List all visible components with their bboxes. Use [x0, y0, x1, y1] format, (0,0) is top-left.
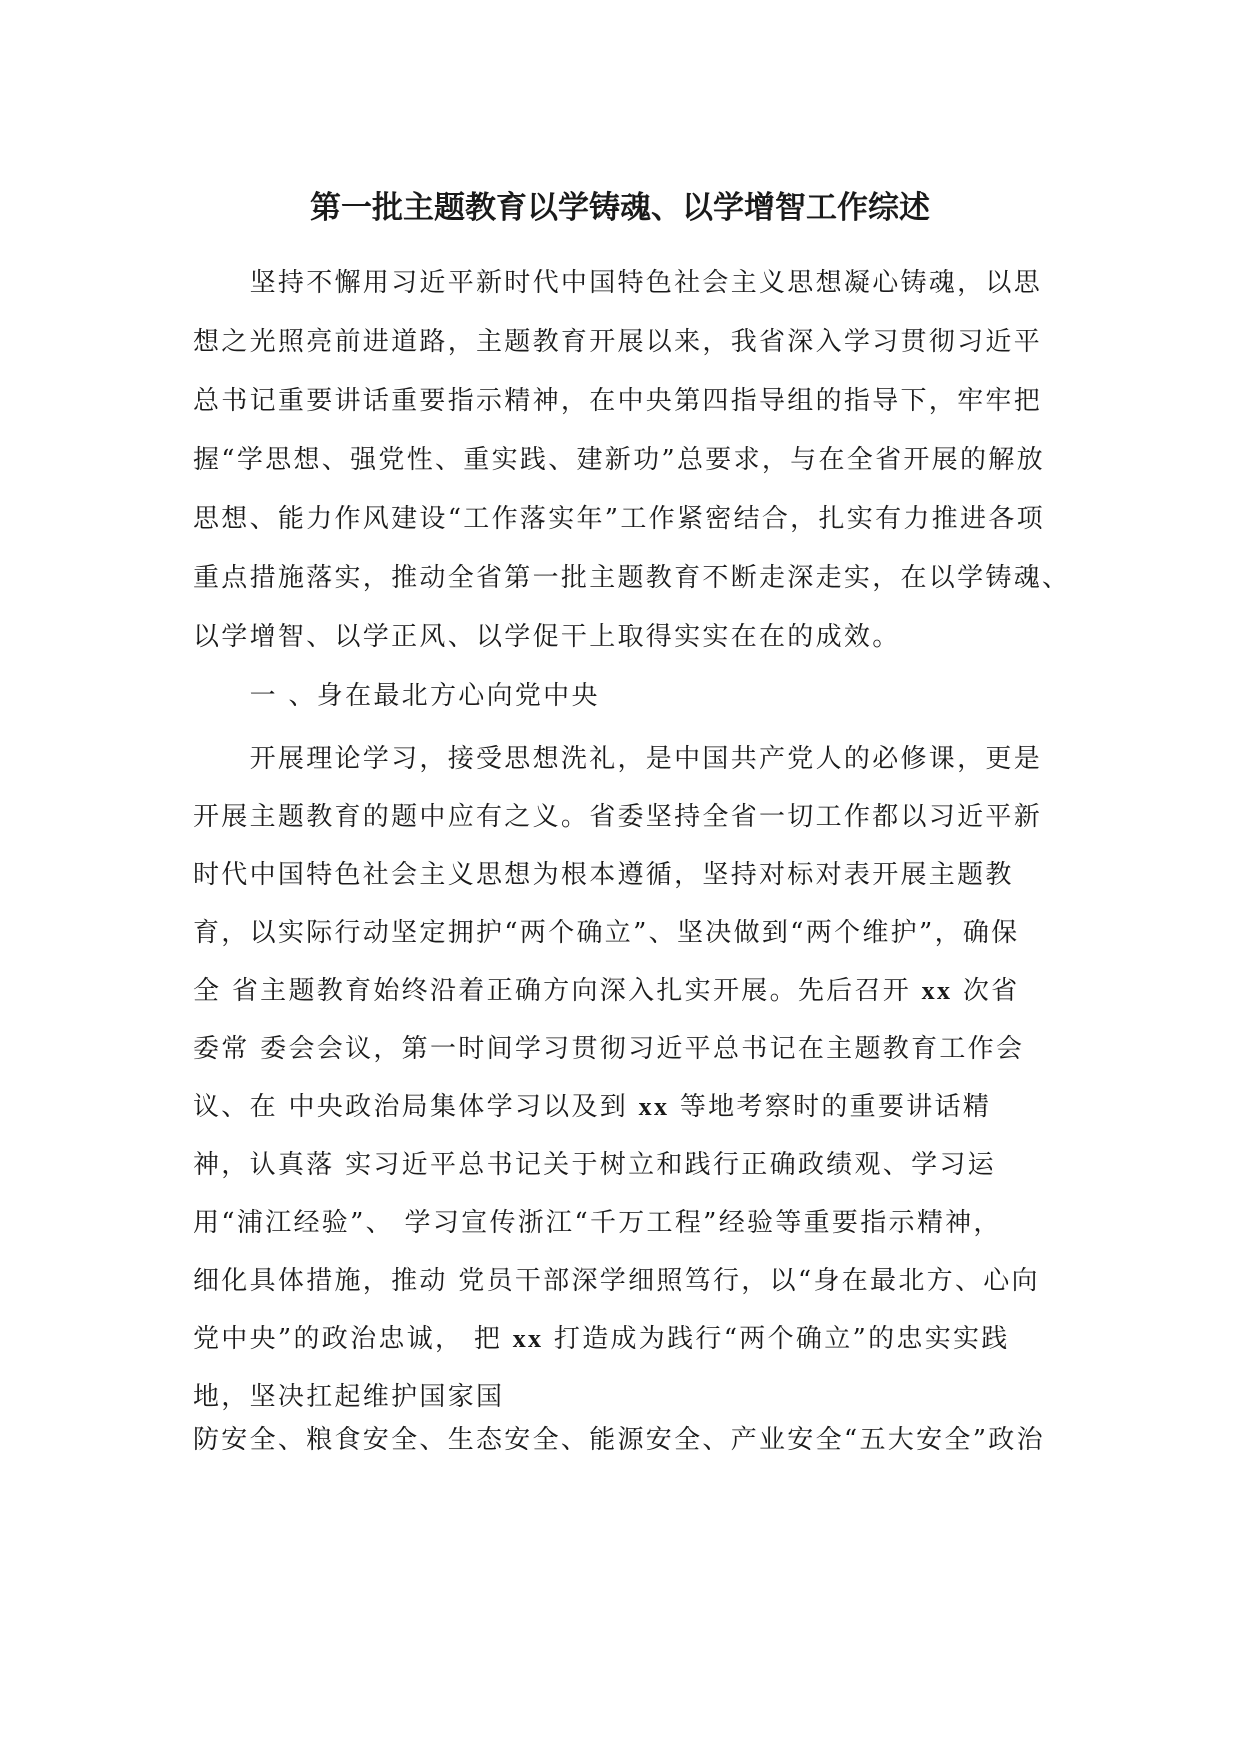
paragraph-line: 开展主题教育的题中应有之义。省委坚持全省一切工作都以习近平新	[193, 802, 1043, 832]
placeholder-xx: xx	[512, 1324, 544, 1353]
paragraph-line: 时代中国特色社会主义思想为根本遵循，坚持对标对表开展主题教	[193, 860, 1014, 890]
paragraph-line: 以学增智、以学正风、以学促干上取得实实在在的成效。	[193, 622, 901, 652]
placeholder-xx: xx	[921, 976, 953, 1005]
paragraph-line: 坚持不懈用习近平新时代中国特色社会主义思想凝心铸魂，以思	[193, 268, 1043, 298]
paragraph-line: 党中央”的政治忠诚， 把 xx 打造成为践行“两个确立”的忠实实践	[193, 1324, 1010, 1354]
paragraph-line: 育，以实际行动坚定拥护“两个确立”、坚决做到“两个维护”，确保	[193, 918, 1020, 948]
paragraph-line: 用“浦江经验”、 学习宣传浙江“千万工程”经验等重要指示精神，	[193, 1208, 1002, 1238]
paragraph-line: 全 省主题教育始终沿着正确方向深入扎实开展。先后召开 xx 次省	[193, 976, 1020, 1006]
paragraph-line: 开展理论学习，接受思想洗礼，是中国共产党人的必修课，更是	[193, 744, 1043, 774]
paragraph-line: 总书记重要讲话重要指示精神，在中央第四指导组的指导下，牢牢把	[193, 386, 1043, 416]
placeholder-xx: xx	[638, 1092, 670, 1121]
section-heading: 一 、身在最北方心向党中央	[193, 681, 600, 711]
paragraph-line: 防安全、粮食安全、生态安全、能源安全、产业安全“五大安全”政治	[193, 1425, 1045, 1455]
paragraph-line: 细化具体措施，推动 党员干部深学细照笃行，以“身在最北方、心向	[193, 1266, 1040, 1296]
paragraph-line: 握“学思想、强党性、重实践、建新功”总要求，与在全省开展的解放	[193, 445, 1045, 475]
document-title: 第一批主题教育以学铸魂、以学增智工作综述	[310, 190, 930, 226]
paragraph-line: 重点措施落实，推动全省第一批主题教育不断走深走实，在以学铸魂、	[193, 563, 1071, 593]
paragraph-line: 委常 委会会议，第一时间学习贯彻习近平总书记在主题教育工作会	[193, 1034, 1025, 1064]
paragraph-line: 神，认真落 实习近平总书记关于树立和践行正确政绩观、学习运	[193, 1150, 996, 1180]
paragraph-line: 议、在 中央政治局集体学习以及到 xx 等地考察时的重要讲话精	[193, 1092, 992, 1122]
paragraph-line: 地，坚决扛起维护国家国	[193, 1382, 505, 1412]
paragraph-line: 思想、能力作风建设“工作落实年”工作紧密结合，扎实有力推进各项	[193, 504, 1045, 534]
paragraph-line: 想之光照亮前进道路，主题教育开展以来，我省深入学习贯彻习近平	[193, 327, 1043, 357]
